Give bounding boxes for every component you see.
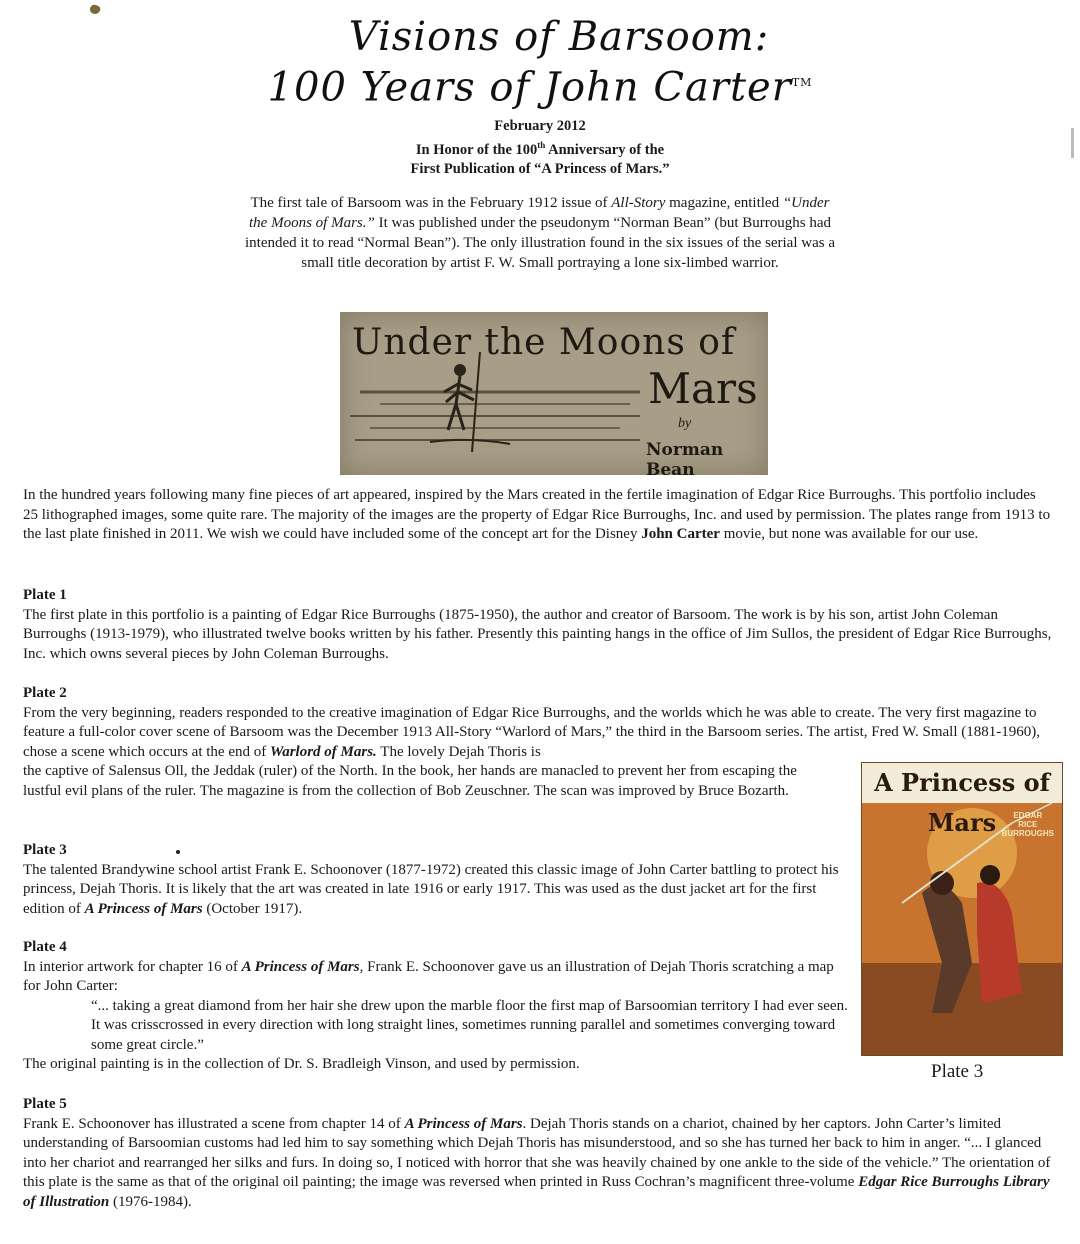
plate-2-t2: The lovely Dejah Thoris is (376, 743, 541, 760)
plate-3-t1: The talented Brandywine school artist Frank E. Schoonover (1877-1972) created this classic image of John Carter battling to protect his princess, Dejah Thoris. It is likely that the art was created in late 1916 or early 1917. This was used as the dust jacket art for the first edition of (23, 861, 839, 917)
cover-author (1002, 811, 1054, 838)
plate-3-bold: A Princess of Mars (84, 900, 203, 917)
intro-mag: All-Story (611, 195, 666, 211)
plate-5-heading: Plate 5 (23, 1096, 67, 1112)
plate-4-t2: , Frank E. Schoonover gave us an illustration of Dejah Thoris scratching a map for John Carter: (23, 958, 834, 994)
plate-3-section (23, 841, 843, 919)
honor-pre: In Honor of the 100 (415, 141, 538, 158)
plate-5-bold1: A Princess of Mars (404, 1115, 523, 1132)
honor-sup: th (537, 140, 546, 150)
plate-4-bold: A Princess of Mars (241, 958, 360, 975)
title-line-1: Visions of Barsoom: (348, 14, 770, 60)
header-honor (0, 136, 1080, 160)
plate-3-caption: Plate 3 (931, 1061, 984, 1082)
plate-5-bold2: Edgar Rice Burroughs Library of Illustration (23, 1174, 1050, 1210)
plate-4-quote: “... taking a great diamond from her hair she drew upon the marble floor the first map of Barsoomian territory I had ever seen. It was crisscrossed in every direction with long straight lines, sometimes running parallel and sometimes converging toward some great circle.” (91, 997, 848, 1053)
plate-3-cover-image (861, 762, 1063, 1056)
title-line-2 (0, 60, 1080, 110)
plate-2-t3: the captive of Salensus Oll, the Jeddak (ruler) of the North. In the book, her hands are manacled to prevent her from escaping the lustful evil plans of the ruler. The magazine is from the collection of Bob Zeuschner. The scan was improved by Bruce Bozarth. (23, 763, 797, 799)
plate-5-section (23, 1095, 1053, 1212)
plate-3-heading: Plate 3 (23, 842, 67, 858)
plate-4-heading: Plate 4 (23, 939, 67, 955)
portfolio-paragraph (23, 486, 1053, 545)
para0-t1: In the hundred years following many fine pieces of art appeared, inspired by the Mars created in the fertile imagination of Edgar Rice Burroughs. This portfolio includes 25 lithographed images, some quite rare. The majority of the images are the property of Edgar Rice Burroughs, Inc. and used by permission. The plates range from 1913 to the last plate finished in 2011. We wish we could have included some of the concept art for the Disney (23, 487, 1051, 542)
para0-t2: movie, but none was available for our use. (719, 526, 979, 542)
page-title (0, 14, 1080, 110)
intro-t2: magazine, entitled (665, 195, 783, 211)
cover-author-l3: BURROUGHS (1001, 829, 1054, 838)
header-block (0, 117, 1080, 179)
intro-t1: The first tale of Barsoom was in the February 1912 issue of (250, 195, 612, 211)
cover-author-l1: EDGAR (1013, 811, 1043, 820)
banner-by: by (678, 416, 692, 431)
plate-1-section (23, 586, 1053, 664)
plate-1-text: The first plate in this portfolio is a painting of Edgar Rice Burroughs (1875-1950), the author and creator of Barsoom. The work is by his son, artist John Coleman Burroughs (1913-1979), who illustrated twelve books written by his father. Presently this painting hangs in the office of Jim Sullos, the president of Edgar Rice Burroughs, Inc. which owns several pieces by John Coleman Burroughs. (23, 606, 1052, 662)
banner-author: Norman Bean (646, 440, 724, 480)
header-first-pub: First Publication of “A Princess of Mars.” (410, 160, 670, 177)
title-decoration-image (340, 312, 768, 480)
intro-paragraph (240, 193, 840, 273)
plate-2-bold: Warlord of Mars. (269, 743, 377, 760)
plate-3-t2: (October 1917). (202, 900, 303, 917)
header-date: February 2012 (494, 118, 586, 134)
intro-story: “Under the Moons of Mars.” (249, 195, 830, 231)
plate-2-t3-wrap (23, 762, 823, 801)
trademark-mark: TM (791, 76, 813, 89)
plate-1-heading: Plate 1 (23, 587, 67, 603)
plate-4-section (23, 938, 848, 1075)
plate-5-t1: Frank E. Schoonover has illustrated a scene from chapter 14 of (23, 1115, 405, 1132)
cover-author-l2: RICE (1018, 820, 1038, 829)
cover-title: A Princess of Mars (862, 763, 1062, 803)
title-line-2-text: 100 Years of John Carter (267, 64, 792, 111)
honor-post: Anniversary of the (545, 141, 665, 158)
banner-title-a: Under the Moons of (352, 322, 736, 363)
plate-2-heading: Plate 2 (23, 685, 67, 701)
banner-title-b: Mars (648, 364, 758, 413)
plate-2-t1: From the very beginning, readers responded to the creative imagination of Edgar Rice Burroughs, and the worlds which he was able to create. The very first magazine to feature a full-color cover scene of Barsoom was the December 1913 All-Story “Warlord of Mars,” the third in the Barsoom series. The artist, Fred W. Small (1881-1960), chose a scene which occurs at the end of (23, 704, 1040, 760)
plate-5-t3: (1976-1984). (109, 1193, 192, 1210)
plate-5-t2: . Dejah Thoris stands on a chariot, chained by her captors. John Carter’s limited understanding of Barsoomian customs had led him to say something which Dejah Thoris has misunderstood, and so she has turned her back to him in anger. “... I glanced into her chariot and rearranged her silks and furs. In doing so, I noticed with horror that she was heavily chained by one ankle to the side of the vehicle.” The orientation of this plate is the same as that of the original oil painting; the image was reversed when printed in Russ Cochran’s magnificent three-volume (23, 1115, 1051, 1190)
para0-bold: John Carter (641, 526, 720, 542)
plate-4-t1: In interior artwork for chapter 16 of (23, 958, 242, 975)
plate-4-t3: The original painting is in the collection of Dr. S. Bradleigh Vinson, and used by permission. (23, 1056, 580, 1072)
intro-t3: It was published under the pseudonym “Norman Bean” (but Burroughs had intended it to read “Normal Bean”). The only illustration found in the six issues of the serial was a small title decoration by artist F. W. Small portraying a lone six-limbed warrior. (245, 215, 835, 271)
